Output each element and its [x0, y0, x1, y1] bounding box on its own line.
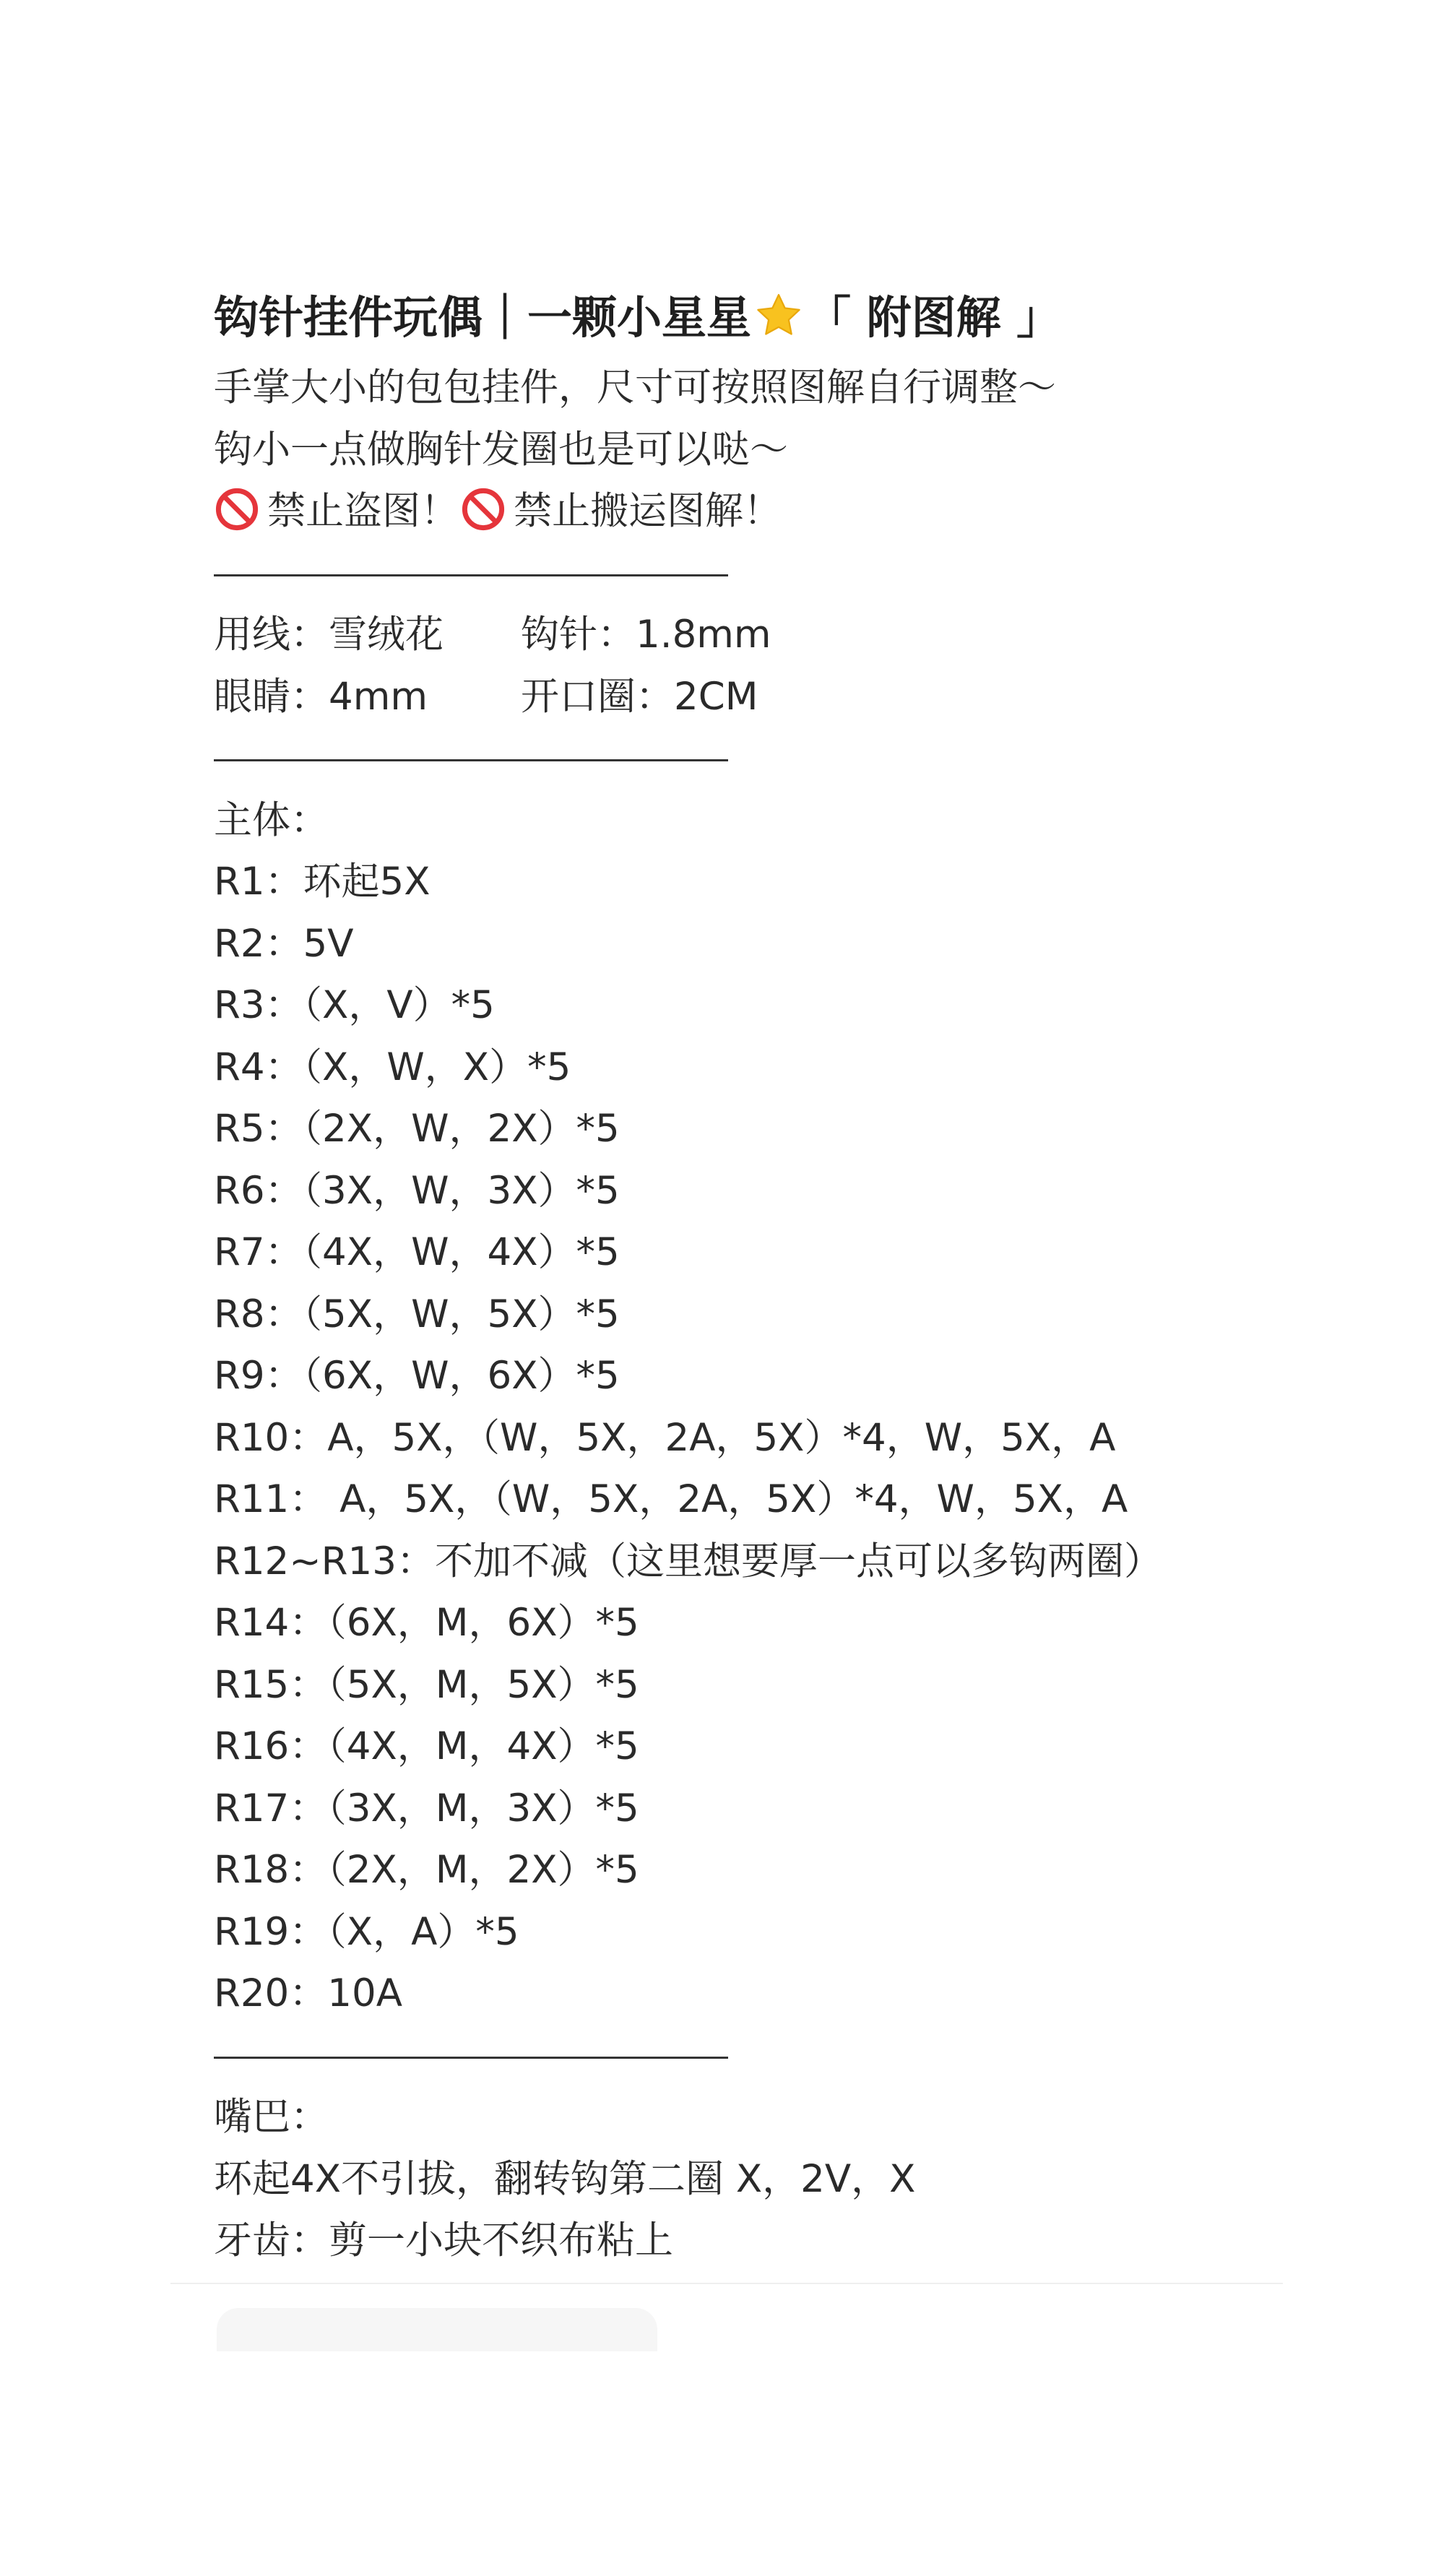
mouth-instruction: 环起4X不引拔，翻转钩第二圈 X，2V，X — [214, 2156, 916, 2201]
bottom-divider — [170, 2283, 1283, 2284]
round-line: R4：（X，W，X）*5 — [214, 1045, 571, 1089]
intro-line-2: 钩小一点做胸针发圈也是可以哒～ — [214, 427, 788, 472]
intro-line-1: 手掌大小的包包挂件，尺寸可按照图解自行调整～ — [214, 366, 1056, 410]
star-icon — [754, 291, 803, 340]
divider — [214, 727, 1297, 790]
prohibited-icon — [214, 486, 260, 532]
divider — [214, 2025, 1297, 2087]
post-title — [214, 282, 1297, 354]
round-line: R3：（X，V）*5 — [214, 983, 495, 1027]
round-line: R7：（4X，W，4X）*5 — [214, 1230, 620, 1274]
mouth-heading: 嘴巴： — [214, 2095, 329, 2139]
round-line: R14：（6X，M，6X）*5 — [214, 1601, 639, 1645]
round-line: R19：（X，A）*5 — [214, 1909, 519, 1954]
ring-spec: 开口圈：2CM — [521, 674, 758, 719]
title-suffix: 「 附图解 」 — [806, 291, 1062, 344]
round-line: R2：5V — [214, 921, 354, 966]
round-line: R1：环起5X — [214, 860, 431, 904]
bottom-bar — [217, 2308, 657, 2351]
round-line: R20：10A — [214, 1971, 402, 2015]
prohibited-icon — [460, 486, 506, 532]
materials-row-1 — [214, 604, 1297, 666]
round-line: R15：（5X，M，5X）*5 — [214, 1662, 639, 1707]
round-line: R17：（3X，M，3X）*5 — [214, 1786, 639, 1831]
post-content — [214, 282, 1297, 2272]
teeth-instruction: 牙齿：剪一小块不织布粘上 — [214, 2218, 673, 2262]
body-heading: 主体： — [214, 798, 329, 842]
warning-text-1: 禁止盗图！ — [267, 489, 459, 533]
round-line: R9：（6X，W，6X）*5 — [214, 1354, 620, 1398]
round-line: R11： A，5X，（W，5X，2A，5X）*4，W，5X，A — [214, 1477, 1128, 1521]
round-line: R12~R13：不加不减（这里想要厚一点可以多钩两圈） — [214, 1539, 1162, 1583]
eye-spec: 眼睛：4mm — [214, 674, 428, 719]
round-line: R6：（3X，W，3X）*5 — [214, 1168, 620, 1213]
round-line: R8：（5X，W，5X）*5 — [214, 1292, 620, 1336]
hook-spec: 钩针：1.8mm — [521, 613, 771, 657]
warning-line — [214, 480, 1297, 543]
yarn-spec: 用线：雪绒花 — [214, 613, 444, 657]
divider — [214, 543, 1297, 605]
warning-text-2: 禁止搬运图解！ — [514, 489, 782, 533]
materials-row-2 — [214, 666, 1297, 728]
title-text: 钩针挂件玩偶｜一颗小星星 — [214, 291, 752, 344]
round-line: R10：A，5X，（W，5X，2A，5X）*4，W，5X，A — [214, 1415, 1116, 1460]
round-line: R5：（2X，W，2X）*5 — [214, 1107, 620, 1151]
round-line: R16：（4X，M，4X）*5 — [214, 1724, 639, 1768]
round-line: R18：（2X，M，2X）*5 — [214, 1848, 639, 1892]
